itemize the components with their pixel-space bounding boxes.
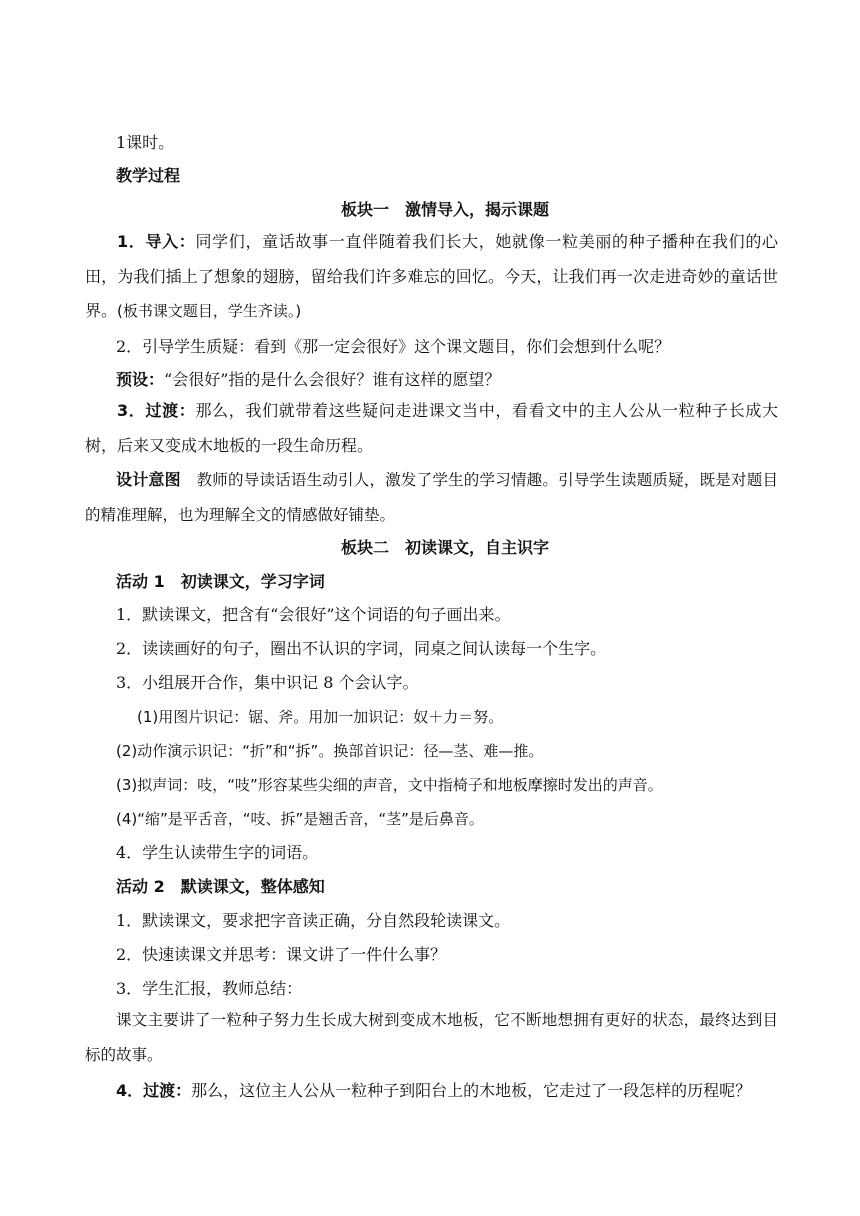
activity2-title: 活动 2 默读课文，整体感知	[116, 877, 325, 896]
section1-design-intent	[85, 463, 778, 532]
section1-preset	[116, 370, 500, 390]
process-heading: 教学过程	[116, 166, 181, 185]
item1-label: 1．导入：	[117, 232, 196, 251]
item3-text: 那么，我们就带着这些疑问走进课文当中，看看文中的主人公从一粒种子长成大树，后来又变成木地板的一段生命历程。	[85, 401, 778, 455]
section2-title: 板块二 初读课文，自主识字	[340, 538, 549, 557]
a2-item4	[116, 1081, 751, 1101]
a1-item1: 1．默读课文，把含有“会很好”这个词语的句子画出来。	[116, 605, 511, 624]
item1-note: (板书课文题目，学生齐读。)	[117, 302, 302, 320]
a2-item4-text: 那么，这位主人公从一粒种子到阳台上的木地板，它走过了一段怎样的历程呢？	[191, 1081, 752, 1100]
item1-text: 同学们，童话故事一直伴随着我们长大，她就像一粒美丽的种子播种在我们的心田，为我们插上了想象的翅膀，留给我们许多难忘的回忆。今天，让我们再一次走进奇妙的童话世界。	[85, 232, 778, 320]
a1-sub1: (1)用图片识记：锯、斧。用加一加识记：奴＋力＝努。	[137, 708, 504, 726]
a2-summary: 课文主要讲了一粒种子努力生长成大树到变成木地板，它不断地想拥有更好的状态，最终达到目标的故事。	[85, 1011, 778, 1064]
a1-sub4: (4)“缩”是平舌音，“吱、拆”是翘舌音，“茎”是后鼻音。	[116, 810, 484, 828]
design-label: 设计意图	[116, 470, 181, 489]
a2-item1: 1．默读课文，要求把字音读正确，分自然段轮读课文。	[116, 911, 511, 930]
a2-item2: 2．快速读课文并思考：课文讲了一件什么事？	[116, 945, 447, 964]
design-text: 教师的导读话语生动引人，激发了学生的学习情趣。引导学生读题质疑，既是对题目的精准理解，也为理解全文的情感做好铺垫。	[85, 471, 778, 524]
item3-label: 3．过渡：	[117, 401, 196, 420]
a2-item3: 3．学生汇报，教师总结：	[116, 979, 303, 998]
a2-item4-label: 4．过渡：	[116, 1081, 192, 1100]
preset-label: 预设：	[116, 370, 165, 389]
class-hours: 1课时。	[116, 133, 175, 152]
a1-item2: 2．读读画好的句子，圈出不认识的字词，同桌之间认读每一个生字。	[116, 639, 607, 658]
section1-item2: 2．引导学生质疑：看到《那一定会很好》这个课文题目，你们会想到什么呢？	[116, 337, 671, 356]
a1-sub3: (3)拟声词：吱，“吱”形容某些尖细的声音，文中指椅子和地板摩擦时发出的声音。	[116, 776, 663, 794]
a1-item3: 3．小组展开合作，集中识记 8 个会认字。	[116, 673, 419, 692]
a1-item4: 4．学生认读带生字的词语。	[116, 843, 319, 862]
a1-sub2: (2)动作演示识记：“折”和“拆”。换部首识记：径—茎、难—推。	[116, 742, 544, 760]
preset-text: “会很好”指的是什么会很好？谁有这样的愿望？	[164, 370, 501, 389]
section1-item1	[85, 225, 778, 329]
section1-title: 板块一 激情导入，揭示课题	[340, 200, 549, 219]
section1-item3	[85, 394, 778, 463]
activity1-title: 活动 1 初读课文，学习字词	[116, 572, 325, 591]
